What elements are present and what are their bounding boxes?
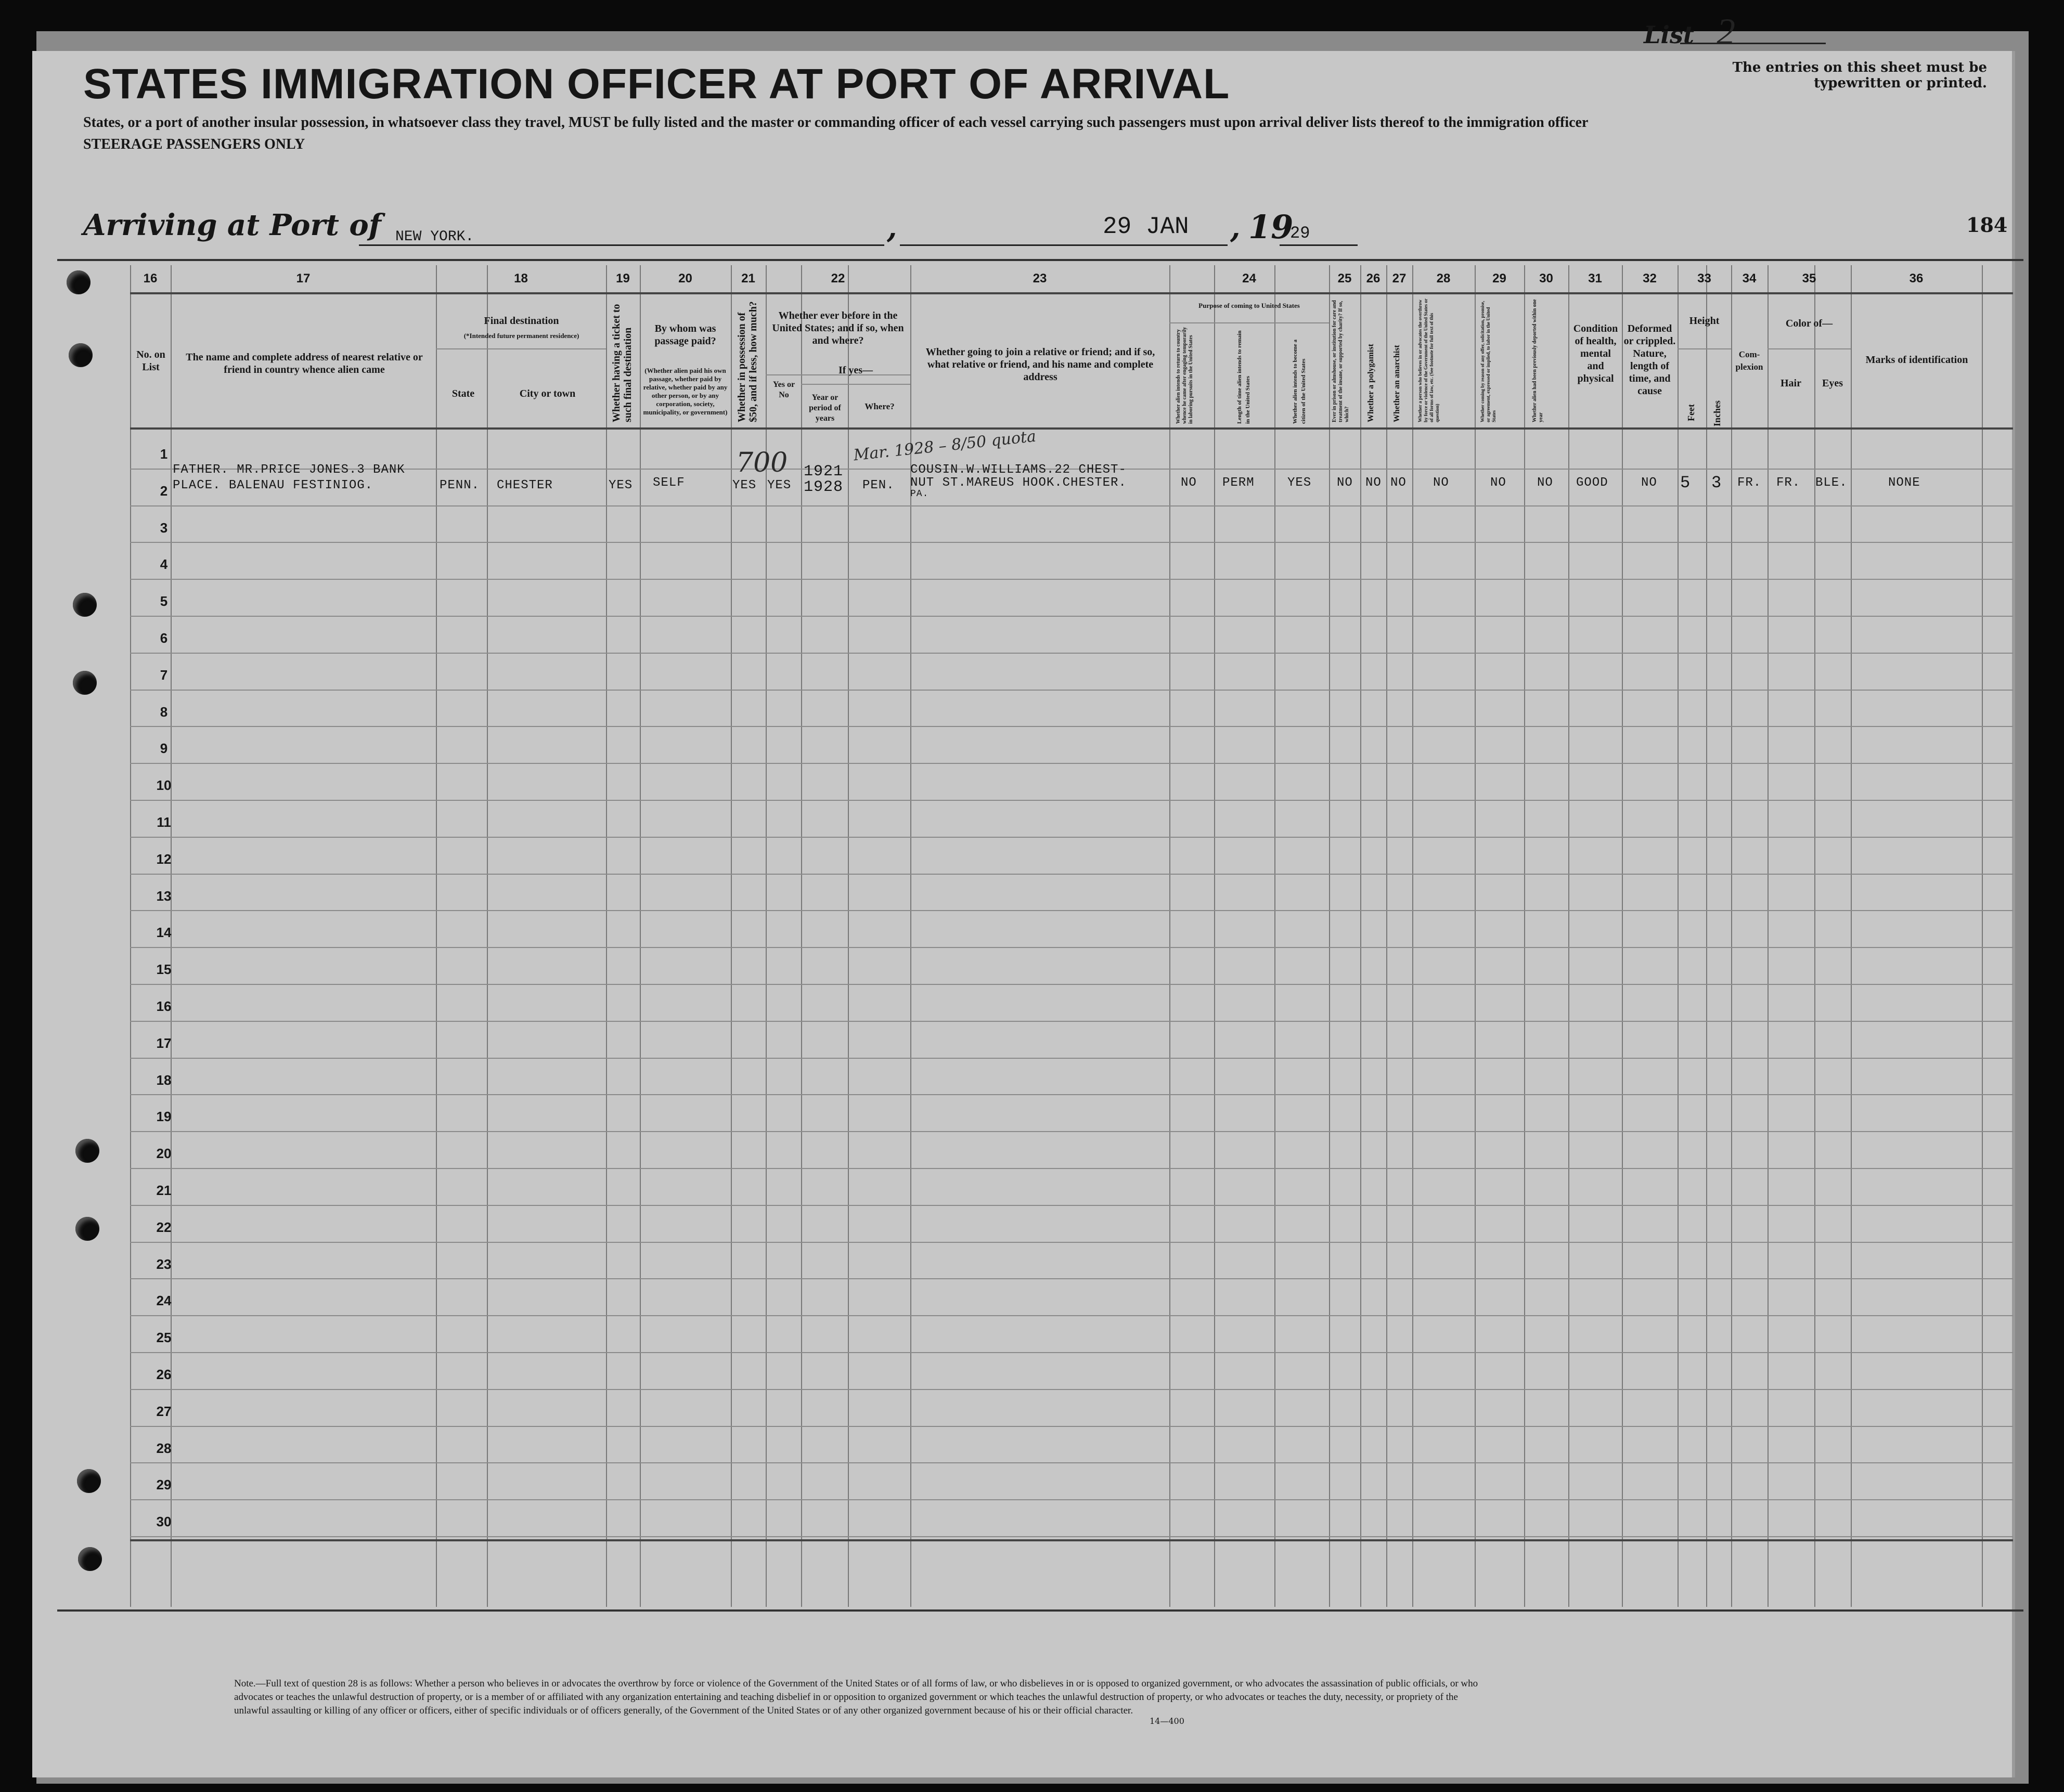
col-rule: [1982, 265, 1983, 1607]
row-rule: [130, 726, 2013, 727]
row-number: 27: [156, 1403, 172, 1419]
header-if-yes: If yes—: [838, 365, 873, 376]
form-code: 14—400: [1150, 1716, 1184, 1726]
header-c28: Whether a person who believes in or advocates the overthrow by force or violence of the Government of the United States or of all forms of law, etc. (See footnote for full text of this question): [1417, 298, 1440, 422]
row-rule: [130, 1426, 2013, 1427]
header-final-destination: Final destination: [484, 315, 559, 327]
row-rule: [130, 1499, 2013, 1500]
header-c27: Whether an anarchist: [1392, 345, 1401, 422]
marks-value: NONE: [1888, 476, 1920, 490]
col-rule: [1568, 265, 1569, 1607]
row-number: 12: [156, 851, 172, 867]
col-rule: [487, 265, 488, 1607]
col-number: 20: [678, 271, 692, 285]
paid-by-value: SELF: [653, 476, 685, 490]
col-rule: [1678, 265, 1679, 1607]
col-number: 23: [1033, 271, 1047, 285]
header-nearest-relative: The name and complete address of nearest relative or friend in country whence alien came: [186, 352, 423, 375]
port-value: NEW YORK.: [395, 229, 474, 245]
join-line-1: COUSIN.W.WILLIAMS.22 CHEST-: [910, 463, 1127, 477]
row-number: 29: [156, 1477, 172, 1493]
header-hair: Hair: [1781, 378, 1801, 389]
col-number: 16: [143, 271, 158, 285]
entries-note: The entries on this sheet must be typewritten or printed.: [1732, 60, 1987, 91]
header-purpose-citizen: Whether alien intends to become a citizen of the United States: [1292, 339, 1307, 424]
length-of-time-value: PERM: [1222, 476, 1255, 490]
header-c29: Whether coming by reason of any offer, solicitation, promise, or agreement, expressed or implied, to labor in the United States: [1480, 301, 1497, 422]
header-ever-before: Whether ever before in the United States; and if so, when and where?: [772, 310, 904, 346]
row-number: 20: [156, 1146, 172, 1162]
row-number: 1: [160, 446, 168, 462]
header-no-on-list: No. on List: [136, 349, 165, 373]
list-number: 2: [1717, 11, 1735, 53]
manifest-table: [57, 265, 2013, 1612]
become-citizen-value: YES: [1287, 476, 1312, 490]
feet-value: 5: [1680, 473, 1691, 492]
col-rule: [640, 265, 641, 1607]
c26-value: NO: [1365, 476, 1382, 490]
comma: ,: [1230, 211, 1241, 245]
row-number: 2: [160, 483, 168, 499]
comma: ,: [887, 211, 897, 245]
header-by-whom-note: (Whether alien paid his own passage, whether paid by relative, whether paid by any other person, or by any corporation, society, municipality, or government): [643, 367, 728, 416]
col-rule: [1524, 265, 1525, 1607]
row-rule: [130, 1168, 2013, 1169]
header-state: State: [452, 388, 475, 399]
col-rule: [130, 265, 131, 1607]
header-deformed: Deformed or crippled. Nature, length of time, and cause: [1623, 323, 1676, 397]
header-c25: Ever in prison or almshouse, or institution for care and treatment of the insane, or supported by charity? If so, which?: [1332, 300, 1350, 422]
ticket-value: YES: [609, 478, 633, 492]
page-number: 184: [1966, 213, 2008, 237]
c30-value: NO: [1537, 476, 1553, 490]
ever-before-value: YES: [767, 478, 792, 492]
row-rule: [130, 1278, 2013, 1279]
c28-value: NO: [1433, 476, 1449, 490]
years-value-1: 1921: [804, 463, 844, 481]
state-value: PENN.: [440, 478, 480, 492]
col-number: 17: [296, 271, 311, 285]
row-rule: [130, 763, 2013, 764]
col-rule: [1731, 265, 1732, 1607]
col-rule: [436, 265, 437, 1607]
col-rule: [1386, 265, 1387, 1607]
col-number: 21: [741, 271, 755, 285]
possession-handwritten: 700: [736, 447, 788, 478]
row-number: 4: [160, 556, 168, 573]
footnote: Note.—Full text of question 28 is as follows: Whether a person who believes in or advocates the overthrow by force or violence of the Government of the United States or of all forms of law, or who disbelieves in or is opposed to organized government, or who advocates the assassination of public officials, or who advocates or teaches the unlawful destruction of property, or is a member of or affiliated with any organization entertaining and teaching disbelief in or opposition to organized government or which teaches the unlawful destruction of property, or who advocates or teaches the duty, necessity, or propriety of the unlawful assaulting or killing of any officer or officers, either of specific individuals or of officers generally, of the Government of the United States or of any other organized government because of his or their official character.: [234, 1678, 1478, 1716]
header-complexion: Com-plexion: [1735, 349, 1763, 372]
sub-rule: [1169, 322, 1329, 323]
header-condition: Condition of health, mental and physical: [1573, 323, 1618, 384]
row-number: 16: [156, 998, 172, 1014]
row-number: 6: [160, 630, 168, 646]
relative-line-1: FATHER. MR.PRICE JONES.3 BANK: [173, 463, 405, 477]
col-rule: [731, 265, 732, 1607]
header-city: City or town: [519, 388, 576, 399]
col-rule: [1214, 265, 1215, 1607]
col-number: 27: [1392, 271, 1407, 285]
row-rule: [130, 874, 2013, 875]
row-rule: [130, 1094, 2013, 1095]
col-rule: [1274, 265, 1275, 1607]
col-number: 34: [1742, 271, 1757, 285]
col-rule: [1768, 265, 1769, 1607]
header-marks: Marks of identification: [1865, 354, 1968, 366]
header-eyes: Eyes: [1822, 378, 1843, 389]
row-rule: [130, 505, 2013, 507]
row-number: 15: [156, 962, 172, 978]
page-title: STATES IMMIGRATION OFFICER AT PORT OF ARRIVAL: [83, 60, 1230, 108]
possession-value: YES: [732, 478, 757, 492]
deformed-value: NO: [1641, 476, 1657, 490]
date-value: 29 JAN: [1103, 213, 1189, 240]
row-number: 28: [156, 1440, 172, 1456]
row-number: 23: [156, 1256, 172, 1272]
col-number: 30: [1539, 271, 1553, 285]
row-number: 26: [156, 1367, 172, 1382]
row-rule: [130, 837, 2013, 838]
header-rule: [130, 427, 2013, 430]
row-rule: [130, 1389, 2013, 1390]
header-color-of: Color of—: [1785, 318, 1833, 329]
col-number: 19: [616, 271, 630, 285]
c29-value: NO: [1490, 476, 1506, 490]
row-rule: [130, 1058, 2013, 1059]
col-number: 18: [514, 271, 528, 285]
header-purpose-return: Whether alien intends to return to country whence he came after engaging temporarily in laboring pursuits in the United States: [1176, 327, 1194, 424]
row-number: 17: [156, 1035, 172, 1051]
sub-rule: [436, 348, 606, 349]
header-inches: Inches: [1712, 400, 1722, 426]
inches-value: 3: [1711, 473, 1722, 492]
row-rule: [130, 800, 2013, 801]
header-by-whom: By whom was passage paid?: [654, 323, 716, 347]
col-rule: [1412, 265, 1413, 1607]
sub-rule: [1678, 348, 1731, 349]
header-purpose: Purpose of coming to United States: [1198, 302, 1300, 309]
row-rule: [130, 910, 2013, 911]
col-number: 31: [1588, 271, 1602, 285]
sub-rule: [801, 384, 910, 385]
row-rule: [130, 947, 2013, 948]
col-rule: [1329, 265, 1330, 1607]
where-value: PEN.: [862, 478, 895, 492]
row-rule: [130, 1315, 2013, 1316]
header-c26: Whether a polygamist: [1366, 344, 1375, 422]
hair-value: FR.: [1776, 476, 1801, 490]
col-number: 26: [1366, 271, 1381, 285]
list-underline: [1680, 43, 1826, 44]
top-rule: [57, 259, 2023, 261]
row-number: 30: [156, 1514, 172, 1530]
col-rule: [1475, 265, 1476, 1607]
steerage-label: STEERAGE PASSENGERS ONLY: [83, 136, 305, 152]
header-year-period: Year or period of years: [809, 393, 841, 423]
col-number: 25: [1337, 271, 1352, 285]
annotation-handwritten: Mar. 1928 – 8/50 quota: [853, 427, 1037, 465]
row-rule: [130, 1536, 2013, 1537]
row-rule: [130, 653, 2013, 654]
col-rule: [1169, 265, 1170, 1607]
table-bottom-rule: [130, 1539, 2013, 1541]
date-line: [900, 244, 1228, 246]
col-number: 33: [1697, 271, 1711, 285]
header-purpose-length: Length of time alien intends to remain in the United States: [1236, 330, 1251, 424]
condition-value: GOOD: [1576, 476, 1608, 490]
header-c30: Whether alien had been previously deported within one year: [1532, 299, 1544, 422]
header-where: Where?: [865, 401, 895, 411]
header-feet: Feet: [1686, 404, 1696, 421]
col-number: 24: [1242, 271, 1256, 285]
col-rule: [1814, 265, 1815, 1607]
col-number: 22: [831, 271, 845, 285]
header-rule: [130, 292, 2013, 294]
col-number: 35: [1802, 271, 1816, 285]
row-rule: [130, 542, 2013, 543]
row-rule: [130, 616, 2013, 617]
year-suffix: 29: [1290, 224, 1310, 243]
col-number: 29: [1492, 271, 1506, 285]
years-value-2: 1928: [804, 478, 844, 496]
return-country-value: NO: [1181, 476, 1197, 490]
row-rule: [130, 690, 2013, 691]
row-number: 11: [157, 814, 171, 830]
c25-value: NO: [1337, 476, 1353, 490]
header-possession: Whether in possession of $50, and if less, how much?: [736, 301, 759, 422]
sub-rule: [1768, 348, 1851, 349]
col-rule: [1851, 265, 1852, 1607]
row-rule: [130, 579, 2013, 580]
year-prefix: 19: [1248, 208, 1294, 246]
header-final-destination-note: (*Intended future permanent residence): [463, 332, 579, 340]
row-number: 19: [156, 1109, 172, 1125]
row-number: 3: [160, 520, 168, 536]
row-number: 22: [156, 1219, 172, 1235]
row-number: 25: [156, 1330, 172, 1346]
join-line-2: NUT ST.MAREUS HOOK.CHESTER.: [910, 476, 1127, 490]
bottom-rule: [57, 1609, 2023, 1612]
col-rule: [1360, 265, 1361, 1607]
relative-line-2: PLACE. BALENAU FESTINIOG.: [173, 478, 373, 492]
row-number: 8: [160, 704, 168, 720]
col-rule: [848, 265, 849, 1607]
join-line-3: PA.: [910, 489, 929, 499]
row-rule: [130, 1242, 2013, 1243]
col-rule: [606, 265, 607, 1607]
header-join-relative: Whether going to join a relative or friend; and if so, what relative or friend, and his name and complete address: [925, 346, 1155, 383]
row-rule: [130, 1131, 2013, 1132]
row-number: 24: [156, 1293, 172, 1309]
city-value: CHESTER: [497, 478, 553, 492]
row-number: 10: [156, 777, 172, 794]
row-rule: [130, 1021, 2013, 1022]
header-height: Height: [1689, 315, 1720, 327]
row-number: 9: [160, 741, 168, 757]
page-subtitle: States, or a port of another insular possession, in whatsoever class they travel, MUST be fully listed and the master or commanding officer of each vessel carrying such passengers must upon arrival deliver lists thereof to the immigration officer: [83, 114, 1589, 131]
header-yes-no: Yes or No: [772, 380, 795, 399]
row-number: 21: [156, 1183, 172, 1198]
col-number: 32: [1643, 271, 1657, 285]
row-number: 7: [160, 667, 168, 683]
row-rule: [130, 984, 2013, 985]
col-number: 36: [1909, 271, 1924, 285]
eyes-value: BLE.: [1815, 476, 1848, 490]
row-rule: [130, 1205, 2013, 1206]
arriving-label: Arriving at Port of: [83, 208, 381, 242]
list-label: List: [1644, 21, 1694, 49]
row-number: 18: [156, 1072, 172, 1088]
row-number: 14: [156, 925, 172, 941]
complexion-value: FR.: [1737, 476, 1762, 490]
row-number: 5: [160, 593, 168, 609]
col-rule: [801, 265, 802, 1607]
header-ticket: Whether having a ticket to such final destination: [611, 304, 634, 422]
row-number: 13: [156, 888, 172, 904]
row-rule: [130, 1462, 2013, 1463]
col-rule: [1622, 265, 1623, 1607]
col-number: 28: [1436, 271, 1451, 285]
c27-value: NO: [1390, 476, 1407, 490]
col-rule: [1706, 265, 1707, 1607]
row-rule: [130, 1352, 2013, 1353]
